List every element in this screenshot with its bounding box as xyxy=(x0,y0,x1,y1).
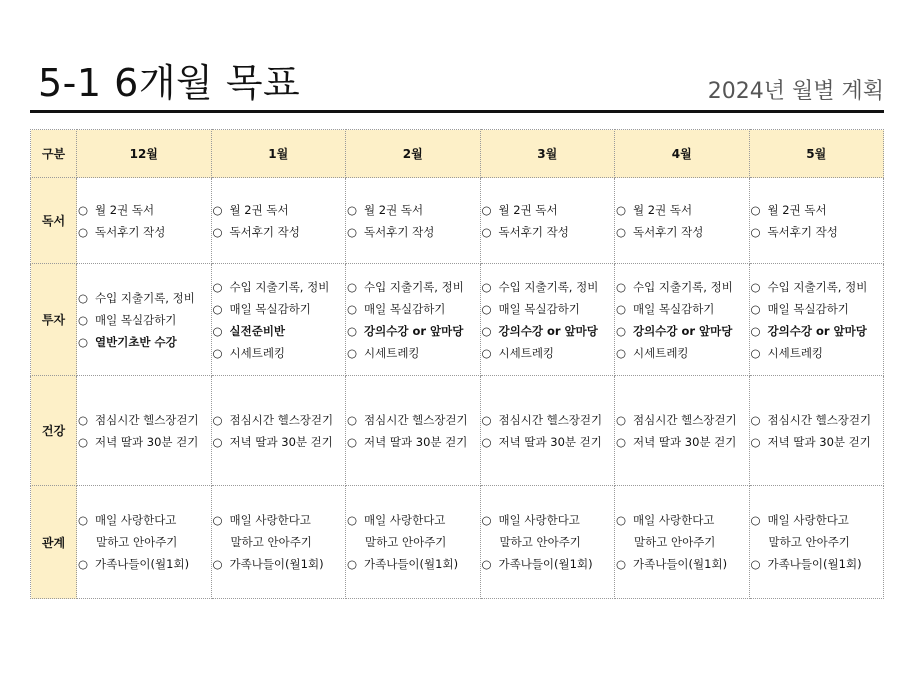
plan-item xyxy=(213,342,346,364)
plan-item xyxy=(213,320,346,342)
plan-cell xyxy=(749,178,884,264)
plan-item-text: 수입 지출기록, 정비 xyxy=(767,279,868,294)
category-label: 독서 xyxy=(31,178,77,264)
circle-bullet-icon: ○ xyxy=(347,224,358,239)
plan-item-text: 점심시간 헬스장걷기 xyxy=(229,412,334,427)
plan-item xyxy=(751,276,884,298)
plan-item-text: 월 2권 독서 xyxy=(498,202,558,217)
month-header: 4월 xyxy=(615,130,750,178)
circle-bullet-icon: ○ xyxy=(750,202,761,217)
plan-item xyxy=(482,531,615,553)
circle-bullet-icon: ○ xyxy=(347,557,358,571)
category-label: 관계 xyxy=(31,486,77,599)
plan-item xyxy=(616,531,749,553)
title-divider xyxy=(30,110,884,113)
plan-item-text: 말하고 안아주기 xyxy=(230,535,312,549)
plan-item-text: 월 2권 독서 xyxy=(229,202,289,217)
circle-bullet-icon: ○ xyxy=(347,323,358,338)
plan-item-text: 시세트레킹 xyxy=(767,345,824,360)
plan-item xyxy=(482,199,615,221)
circle-bullet-icon: ○ xyxy=(347,202,358,217)
circle-bullet-icon: ○ xyxy=(212,513,223,527)
plan-item-text: 시세트레킹 xyxy=(364,345,420,360)
plan-item-text: 매일 사랑한다고 xyxy=(767,513,849,527)
circle-bullet-icon: ○ xyxy=(616,557,627,571)
plan-item-text: 열반기초반 수강 xyxy=(95,334,177,349)
plan-item-text: 매일 사랑한다고 xyxy=(633,513,715,527)
plan-item-text: 독서후기 작성 xyxy=(364,224,435,239)
circle-bullet-icon: ○ xyxy=(212,434,223,449)
plan-item xyxy=(347,199,480,221)
plan-item xyxy=(751,199,884,221)
plan-item-text: 수입 지출기록, 정비 xyxy=(95,290,195,305)
circle-bullet-icon: ○ xyxy=(750,513,761,527)
plan-item-text: 월 2권 독서 xyxy=(767,202,827,217)
circle-bullet-icon: ○ xyxy=(750,345,761,360)
plan-item xyxy=(482,221,615,243)
plan-item xyxy=(347,276,480,298)
plan-item-text: 월 2권 독서 xyxy=(633,202,693,217)
circle-bullet-icon: ○ xyxy=(750,412,761,427)
plan-item xyxy=(482,276,615,298)
plan-item-text: 수입 지출기록, 정비 xyxy=(364,279,464,294)
plan-item-text: 매일 사랑한다고 xyxy=(498,513,580,527)
plan-item xyxy=(78,331,211,353)
plan-cell xyxy=(211,486,346,599)
month-header: 2월 xyxy=(346,130,481,178)
circle-bullet-icon: ○ xyxy=(481,279,492,294)
circle-bullet-icon: ○ xyxy=(750,434,761,449)
plan-item xyxy=(347,221,480,243)
plan-item-text: 말하고 안아주기 xyxy=(634,535,716,549)
plan-item-text: 매일 목실감하기 xyxy=(767,301,849,316)
circle-bullet-icon: ○ xyxy=(212,412,223,427)
plan-item-text: 점심시간 헬스장걷기 xyxy=(633,412,737,427)
corner-header: 구분 xyxy=(31,130,77,178)
circle-bullet-icon: ○ xyxy=(481,224,492,239)
plan-item-text: 매일 목실감하기 xyxy=(633,301,715,316)
plan-item-text: 저녁 딸과 30분 걷기 xyxy=(633,434,737,449)
plan-item-text: 시세트레킹 xyxy=(229,345,286,360)
circle-bullet-icon: ○ xyxy=(78,557,89,571)
plan-item-text: 월 2권 독서 xyxy=(95,202,155,217)
plan-item-text: 수입 지출기록, 정비 xyxy=(229,279,330,294)
circle-bullet-icon: ○ xyxy=(212,557,223,571)
page-title: 5-1 6개월 목표 xyxy=(38,61,301,105)
plan-cell xyxy=(77,376,212,486)
plan-item-text: 강의수강 or 앞마당 xyxy=(633,323,733,338)
plan-item-text: 가족나들이(월1회) xyxy=(498,557,593,571)
plan-cell xyxy=(480,264,615,376)
category-label: 건강 xyxy=(31,376,77,486)
circle-bullet-icon: ○ xyxy=(616,434,627,449)
plan-item xyxy=(213,276,346,298)
plan-item xyxy=(616,431,749,453)
circle-bullet-icon: ○ xyxy=(212,345,223,360)
plan-item-text: 강의수강 or 앞마당 xyxy=(767,323,867,338)
plan-item-text: 가족나들이(월1회) xyxy=(633,557,728,571)
plan-item-text: 독서후기 작성 xyxy=(498,224,569,239)
circle-bullet-icon: ○ xyxy=(78,513,89,527)
circle-bullet-icon: ○ xyxy=(347,434,358,449)
circle-bullet-icon: ○ xyxy=(78,290,89,305)
plan-item xyxy=(347,531,480,553)
plan-item xyxy=(78,431,211,453)
monthly-plan-table xyxy=(30,129,884,599)
plan-item-text: 저녁 딸과 30분 걷기 xyxy=(498,434,602,449)
circle-bullet-icon: ○ xyxy=(616,513,627,527)
plan-item-text: 점심시간 헬스장걷기 xyxy=(767,412,872,427)
circle-bullet-icon: ○ xyxy=(212,301,223,316)
plan-item-text: 독서후기 작성 xyxy=(633,224,704,239)
circle-bullet-icon: ○ xyxy=(481,345,492,360)
plan-item-text: 매일 목실감하기 xyxy=(229,301,311,316)
table-row-health xyxy=(31,376,884,486)
plan-item xyxy=(616,276,749,298)
circle-bullet-icon: ○ xyxy=(750,557,761,571)
circle-bullet-icon: ○ xyxy=(616,279,627,294)
plan-item xyxy=(616,553,749,575)
plan-item xyxy=(213,431,346,453)
plan-cell xyxy=(346,178,481,264)
plan-cell xyxy=(77,486,212,599)
plan-item-text: 저녁 딸과 30분 걷기 xyxy=(767,434,871,449)
month-header: 1월 xyxy=(211,130,346,178)
plan-item xyxy=(78,309,211,331)
plan-item xyxy=(751,553,884,575)
plan-cell xyxy=(615,264,750,376)
circle-bullet-icon: ○ xyxy=(481,557,492,571)
plan-item xyxy=(78,287,211,309)
page-subtitle: 2024년 월별 계획 xyxy=(707,79,884,104)
plan-item xyxy=(213,531,346,553)
circle-bullet-icon: ○ xyxy=(481,323,492,338)
circle-bullet-icon: ○ xyxy=(750,301,761,316)
circle-bullet-icon: ○ xyxy=(347,345,358,360)
plan-item xyxy=(751,531,884,553)
plan-item-text: 월 2권 독서 xyxy=(364,202,424,217)
plan-cell xyxy=(480,178,615,264)
plan-item xyxy=(347,553,480,575)
table-header-row xyxy=(31,130,884,178)
plan-item-text: 시세트레킹 xyxy=(498,345,555,360)
plan-item xyxy=(213,199,346,221)
plan-item-text: 실전준비반 xyxy=(229,323,286,338)
plan-item-text: 말하고 안아주기 xyxy=(499,535,581,549)
plan-item-text: 매일 목실감하기 xyxy=(498,301,580,316)
plan-item xyxy=(616,409,749,431)
plan-item xyxy=(616,221,749,243)
plan-item xyxy=(751,342,884,364)
plan-item-text: 수입 지출기록, 정비 xyxy=(498,279,599,294)
plan-item xyxy=(751,298,884,320)
circle-bullet-icon: ○ xyxy=(212,224,223,239)
table-row-investment xyxy=(31,264,884,376)
plan-item xyxy=(751,431,884,453)
circle-bullet-icon: ○ xyxy=(616,224,627,239)
circle-bullet-icon: ○ xyxy=(616,323,627,338)
plan-item-text: 저녁 딸과 30분 걷기 xyxy=(95,434,199,449)
plan-item xyxy=(78,409,211,431)
circle-bullet-icon: ○ xyxy=(616,345,627,360)
circle-bullet-icon: ○ xyxy=(347,412,358,427)
circle-bullet-icon: ○ xyxy=(78,334,89,349)
plan-item-text: 매일 사랑한다고 xyxy=(95,513,177,527)
plan-item xyxy=(347,298,480,320)
month-header: 12월 xyxy=(77,130,212,178)
plan-item xyxy=(616,320,749,342)
plan-item-text: 가족나들이(월1회) xyxy=(95,557,190,571)
plan-item xyxy=(616,342,749,364)
plan-item-text: 매일 목실감하기 xyxy=(95,312,177,327)
plan-cell xyxy=(346,486,481,599)
plan-cell xyxy=(480,486,615,599)
plan-item xyxy=(213,409,346,431)
circle-bullet-icon: ○ xyxy=(616,301,627,316)
plan-cell xyxy=(211,376,346,486)
plan-item xyxy=(616,509,749,531)
plan-cell xyxy=(211,264,346,376)
plan-item xyxy=(751,221,884,243)
plan-cell xyxy=(77,264,212,376)
circle-bullet-icon: ○ xyxy=(481,513,492,527)
circle-bullet-icon: ○ xyxy=(212,279,223,294)
plan-item xyxy=(616,199,749,221)
plan-item xyxy=(347,320,480,342)
circle-bullet-icon: ○ xyxy=(750,224,761,239)
plan-cell xyxy=(615,376,750,486)
plan-item xyxy=(751,509,884,531)
plan-item xyxy=(482,509,615,531)
circle-bullet-icon: ○ xyxy=(78,412,89,427)
plan-item xyxy=(751,320,884,342)
plan-item-text: 가족나들이(월1회) xyxy=(364,557,459,571)
circle-bullet-icon: ○ xyxy=(481,301,492,316)
circle-bullet-icon: ○ xyxy=(212,202,223,217)
plan-item-text: 매일 목실감하기 xyxy=(364,301,446,316)
plan-item-text: 독서후기 작성 xyxy=(95,224,166,239)
plan-item-text: 가족나들이(월1회) xyxy=(229,557,324,571)
plan-item-text: 저녁 딸과 30분 걷기 xyxy=(229,434,333,449)
plan-item xyxy=(213,221,346,243)
plan-item-text: 매일 사랑한다고 xyxy=(364,513,446,527)
plan-cell xyxy=(346,376,481,486)
plan-item xyxy=(213,553,346,575)
plan-item xyxy=(78,553,211,575)
circle-bullet-icon: ○ xyxy=(750,279,761,294)
plan-item xyxy=(482,553,615,575)
circle-bullet-icon: ○ xyxy=(78,224,89,239)
plan-item-text: 강의수강 or 앞마당 xyxy=(364,323,464,338)
plan-item xyxy=(78,199,211,221)
plan-item xyxy=(347,409,480,431)
circle-bullet-icon: ○ xyxy=(78,202,89,217)
plan-cell xyxy=(749,486,884,599)
circle-bullet-icon: ○ xyxy=(616,202,627,217)
plan-item xyxy=(482,320,615,342)
plan-item-text: 독서후기 작성 xyxy=(229,224,300,239)
plan-item xyxy=(616,298,749,320)
plan-item-text: 말하고 안아주기 xyxy=(96,535,178,549)
plan-item-text: 매일 사랑한다고 xyxy=(229,513,311,527)
plan-cell xyxy=(749,264,884,376)
plan-item xyxy=(482,431,615,453)
circle-bullet-icon: ○ xyxy=(347,513,358,527)
plan-cell xyxy=(615,178,750,264)
plan-item-text: 시세트레킹 xyxy=(633,345,689,360)
table-row-reading xyxy=(31,178,884,264)
circle-bullet-icon: ○ xyxy=(481,434,492,449)
plan-item-text: 말하고 안아주기 xyxy=(365,535,447,549)
circle-bullet-icon: ○ xyxy=(481,202,492,217)
month-header: 5월 xyxy=(749,130,884,178)
plan-item xyxy=(213,509,346,531)
circle-bullet-icon: ○ xyxy=(481,412,492,427)
plan-item-text: 가족나들이(월1회) xyxy=(767,557,862,571)
circle-bullet-icon: ○ xyxy=(78,434,89,449)
plan-item xyxy=(482,409,615,431)
plan-cell xyxy=(615,486,750,599)
plan-item xyxy=(78,509,211,531)
circle-bullet-icon: ○ xyxy=(78,312,89,327)
circle-bullet-icon: ○ xyxy=(212,323,223,338)
circle-bullet-icon: ○ xyxy=(347,279,358,294)
plan-item-text: 독서후기 작성 xyxy=(767,224,838,239)
category-label: 투자 xyxy=(31,264,77,376)
plan-item xyxy=(751,409,884,431)
circle-bullet-icon: ○ xyxy=(616,412,627,427)
plan-item-text: 점심시간 헬스장걷기 xyxy=(95,412,199,427)
plan-item xyxy=(482,342,615,364)
circle-bullet-icon: ○ xyxy=(347,301,358,316)
plan-cell xyxy=(77,178,212,264)
plan-item-text: 점심시간 헬스장걷기 xyxy=(364,412,468,427)
plan-item xyxy=(347,342,480,364)
plan-item xyxy=(78,531,211,553)
plan-item xyxy=(78,221,211,243)
plan-item-text: 수입 지출기록, 정비 xyxy=(633,279,733,294)
plan-item-text: 말하고 안아주기 xyxy=(768,535,850,549)
plan-item xyxy=(347,509,480,531)
circle-bullet-icon: ○ xyxy=(750,323,761,338)
plan-cell xyxy=(749,376,884,486)
plan-item-text: 강의수강 or 앞마당 xyxy=(498,323,598,338)
plan-cell xyxy=(211,178,346,264)
month-header: 3월 xyxy=(480,130,615,178)
plan-item xyxy=(213,298,346,320)
plan-item-text: 점심시간 헬스장걷기 xyxy=(498,412,603,427)
table-row-relationship xyxy=(31,486,884,599)
plan-item-text: 저녁 딸과 30분 걷기 xyxy=(364,434,468,449)
plan-cell xyxy=(346,264,481,376)
plan-item xyxy=(482,298,615,320)
plan-cell xyxy=(480,376,615,486)
plan-item xyxy=(347,431,480,453)
